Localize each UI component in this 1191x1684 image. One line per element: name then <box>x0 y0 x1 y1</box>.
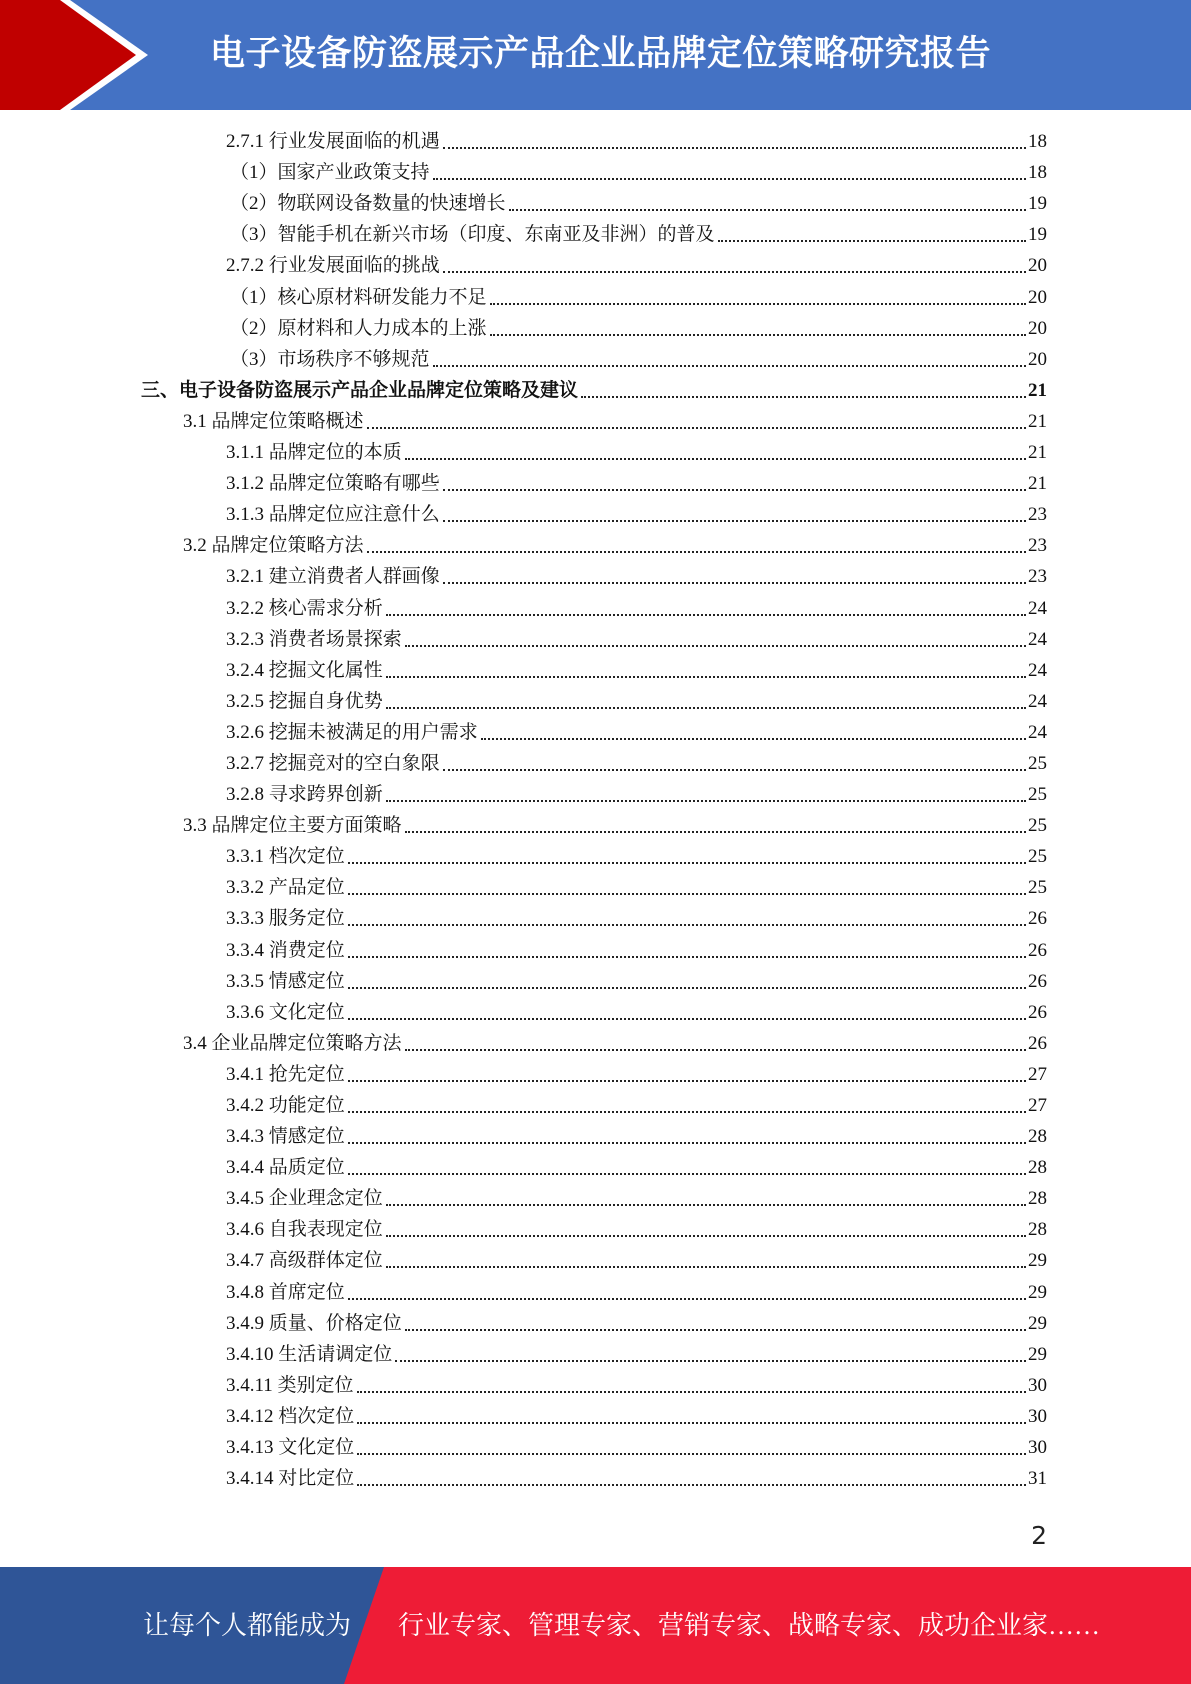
toc-entry-title: 3.2 品牌定位策略方法 <box>183 535 364 557</box>
toc-entry-title: 3.4.12 档次定位 <box>226 1405 355 1427</box>
toc-entry-page: 20 <box>1028 286 1047 308</box>
toc-entry-page: 30 <box>1028 1437 1047 1459</box>
header-band <box>0 0 1191 110</box>
toc-entry[interactable] <box>226 842 1047 873</box>
toc-entry[interactable] <box>230 158 1047 189</box>
toc-leader-dots <box>443 147 1026 149</box>
toc-entry-title: 3.4.6 自我表现定位 <box>226 1219 383 1241</box>
toc-entry-title: 3.2.4 挖掘文化属性 <box>226 659 383 681</box>
toc-entry-title: 3.2.7 挖掘竞对的空白象限 <box>226 752 440 774</box>
toc-leader-dots <box>348 1142 1026 1144</box>
toc-leader-dots <box>443 520 1026 522</box>
toc-entry-title: 3.1 品牌定位策略概述 <box>183 410 364 432</box>
toc-leader-dots <box>405 1329 1026 1331</box>
document-title: 电子设备防盗展示产品企业品牌定位策略研究报告 <box>210 34 992 74</box>
toc-leader-dots <box>348 1111 1026 1113</box>
toc-entry[interactable] <box>226 873 1047 904</box>
toc-entry-page: 31 <box>1028 1468 1047 1490</box>
toc-entry-title: 3.4 企业品牌定位策略方法 <box>183 1032 402 1054</box>
toc-entry-title: 3.2.3 消费者场景探索 <box>226 628 402 650</box>
toc-entry[interactable] <box>226 625 1047 656</box>
toc-entry-page: 28 <box>1028 1157 1047 1179</box>
toc-entry-title: 3.1.2 品牌定位策略有哪些 <box>226 473 440 495</box>
toc-entry[interactable] <box>230 189 1047 220</box>
toc-entry-title: 3.3.6 文化定位 <box>226 1001 345 1023</box>
toc-entry-page: 20 <box>1028 255 1047 277</box>
toc-entry-title: 3.4.4 品质定位 <box>226 1157 345 1179</box>
toc-entry-page: 18 <box>1028 162 1047 184</box>
toc-leader-dots <box>357 1453 1026 1455</box>
toc-entry[interactable] <box>230 282 1047 313</box>
toc-entry-page: 23 <box>1028 504 1047 526</box>
toc-entry-title: （1）核心原材料研发能力不足 <box>230 286 487 308</box>
toc-entry[interactable] <box>226 998 1047 1029</box>
toc-entry-title: 2.7.1 行业发展面临的机遇 <box>226 131 440 153</box>
toc-entry-title: 3.4.11 类别定位 <box>226 1374 354 1396</box>
toc-entry-page: 29 <box>1028 1250 1047 1272</box>
toc-entry-title: 2.7.2 行业发展面临的挑战 <box>226 255 440 277</box>
toc-entry-title: 3.3 品牌定位主要方面策略 <box>183 815 402 837</box>
footer-slogan-right: 行业专家、管理专家、营销专家、战略专家、成功企业家…… <box>398 1611 1101 1640</box>
toc-entry-page: 24 <box>1028 597 1047 619</box>
toc-entry[interactable] <box>141 376 1047 407</box>
toc-entry[interactable] <box>226 780 1047 811</box>
toc-entry[interactable] <box>226 1309 1047 1340</box>
toc-entry-page: 19 <box>1028 193 1047 215</box>
toc-entry[interactable] <box>226 1371 1047 1402</box>
toc-leader-dots <box>386 707 1026 709</box>
toc-entry-title: 3.4.7 高级群体定位 <box>226 1250 383 1272</box>
toc-entry-page: 29 <box>1028 1312 1047 1334</box>
toc-entry[interactable] <box>183 407 1047 438</box>
toc-entry-page: 25 <box>1028 752 1047 774</box>
toc-entry[interactable] <box>226 749 1047 780</box>
toc-entry[interactable] <box>226 1246 1047 1277</box>
toc-entry[interactable] <box>226 1464 1047 1495</box>
toc-entry-title: 3.4.9 质量、价格定位 <box>226 1312 402 1334</box>
toc-entry-title: 3.4.8 首席定位 <box>226 1281 345 1303</box>
toc-entry[interactable] <box>226 718 1047 749</box>
toc-entry-page: 25 <box>1028 877 1047 899</box>
toc-leader-dots <box>718 240 1026 242</box>
toc-entry-title: （3）智能手机在新兴市场（印度、东南亚及非洲）的普及 <box>230 224 715 246</box>
toc-leader-dots <box>490 334 1026 336</box>
toc-leader-dots <box>443 489 1026 491</box>
toc-entry[interactable] <box>226 127 1047 158</box>
toc-entry-page: 30 <box>1028 1405 1047 1427</box>
toc-leader-dots <box>367 551 1026 553</box>
toc-entry-page: 24 <box>1028 628 1047 650</box>
toc-entry-page: 30 <box>1028 1374 1047 1396</box>
toc-leader-dots <box>433 365 1026 367</box>
toc-entry-title: 3.4.14 对比定位 <box>226 1468 355 1490</box>
toc-leader-dots <box>348 893 1026 895</box>
toc-entry-title: 3.4.1 抢先定位 <box>226 1063 345 1085</box>
toc-entry-page: 26 <box>1028 939 1047 961</box>
toc-entry[interactable] <box>226 1215 1047 1246</box>
toc-leader-dots <box>395 1360 1026 1362</box>
toc-leader-dots <box>348 987 1026 989</box>
toc-entry-title: 3.3.1 档次定位 <box>226 846 345 868</box>
toc-entry[interactable] <box>226 967 1047 998</box>
toc-leader-dots <box>386 1235 1026 1237</box>
toc-entry[interactable] <box>226 1277 1047 1308</box>
toc-leader-dots <box>357 1391 1026 1393</box>
toc-leader-dots <box>509 209 1026 211</box>
toc-leader-dots <box>386 800 1026 802</box>
toc-entry-page: 24 <box>1028 690 1047 712</box>
toc-entry-page: 20 <box>1028 348 1047 370</box>
toc-entry-page: 25 <box>1028 815 1047 837</box>
toc-leader-dots <box>443 582 1026 584</box>
toc-entry[interactable] <box>226 1340 1047 1371</box>
toc-entry-title: 3.3.2 产品定位 <box>226 877 345 899</box>
toc-leader-dots <box>405 645 1026 647</box>
toc-entry-title: 3.4.2 功能定位 <box>226 1095 345 1116</box>
toc-leader-dots <box>348 1018 1026 1020</box>
toc-leader-dots <box>386 1204 1026 1206</box>
toc-entry-page: 26 <box>1028 908 1047 930</box>
toc-entry-page: 18 <box>1028 131 1047 153</box>
toc-leader-dots <box>357 1422 1026 1424</box>
toc-entry[interactable] <box>226 687 1047 718</box>
toc-leader-dots <box>481 738 1026 740</box>
header-chevron-decoration <box>0 0 160 110</box>
toc-entry-title: （1）国家产业政策支持 <box>230 162 430 184</box>
toc-entry[interactable] <box>226 438 1047 469</box>
toc-entry[interactable] <box>226 1153 1047 1184</box>
toc-entry-page: 27 <box>1028 1063 1047 1085</box>
toc-entry[interactable] <box>226 593 1047 624</box>
toc-entry-title: （2）原材料和人力成本的上涨 <box>230 317 487 339</box>
toc-entry-page: 26 <box>1028 1032 1047 1054</box>
toc-leader-dots <box>386 1266 1026 1268</box>
toc-entry[interactable] <box>183 811 1047 842</box>
toc-entry-page: 20 <box>1028 317 1047 339</box>
toc-entry-page: 21 <box>1028 379 1047 401</box>
toc-entry-page: 19 <box>1028 224 1047 246</box>
toc-entry[interactable] <box>183 1029 1047 1060</box>
toc-entry-page: 28 <box>1028 1188 1047 1210</box>
toc-leader-dots <box>405 458 1026 460</box>
toc-entry-page: 21 <box>1028 442 1047 464</box>
toc-entry-page: 26 <box>1028 1001 1047 1023</box>
toc-entry-title: 3.1.1 品牌定位的本质 <box>226 442 402 464</box>
toc-entry[interactable] <box>230 220 1047 251</box>
toc-entry-page: 26 <box>1028 970 1047 992</box>
toc-entry-page: 21 <box>1028 410 1047 432</box>
toc-entry-title: 3.2.8 寻求跨界创新 <box>226 784 383 806</box>
toc-entry[interactable] <box>226 656 1047 687</box>
toc-entry-title: 3.3.3 服务定位 <box>226 908 345 930</box>
toc-entry[interactable] <box>226 1402 1047 1433</box>
toc-entry[interactable] <box>226 251 1047 282</box>
toc-entry-title: 3.4.3 情感定位 <box>226 1126 345 1148</box>
toc-leader-dots <box>443 271 1026 273</box>
toc-entry-title: 3.4.5 企业理念定位 <box>226 1188 383 1210</box>
toc-entry-title: 3.4.10 生活请调定位 <box>226 1343 393 1365</box>
toc-leader-dots <box>386 676 1026 678</box>
toc-entry[interactable] <box>226 562 1047 593</box>
toc-leader-dots <box>581 396 1026 398</box>
toc-entry-title: （2）物联网设备数量的快速增长 <box>230 193 506 215</box>
toc-entry-page: 28 <box>1028 1219 1047 1241</box>
toc-entry[interactable] <box>230 314 1047 345</box>
footer-band <box>0 1567 1191 1684</box>
toc-entry-page: 21 <box>1028 473 1047 495</box>
toc-entry[interactable] <box>226 1091 1047 1122</box>
toc-entry-page: 29 <box>1028 1281 1047 1303</box>
toc-entry-page: 24 <box>1028 721 1047 743</box>
toc-entry-page: 27 <box>1028 1095 1047 1116</box>
toc-leader-dots <box>348 1298 1026 1300</box>
toc-entry-title: 3.2.2 核心需求分析 <box>226 597 383 619</box>
toc-entry-page: 23 <box>1028 566 1047 588</box>
toc-leader-dots <box>348 956 1026 958</box>
toc-entry[interactable] <box>226 935 1047 966</box>
toc-entry-title: 三、电子设备防盗展示产品企业品牌定位策略及建议 <box>141 379 579 401</box>
toc-entry[interactable] <box>226 1122 1047 1153</box>
toc-leader-dots <box>386 614 1026 616</box>
toc-entry[interactable] <box>226 500 1047 531</box>
toc-entry[interactable] <box>226 904 1047 935</box>
toc-leader-dots <box>348 862 1026 864</box>
toc-leader-dots <box>348 1173 1026 1175</box>
toc-leader-dots <box>405 831 1026 833</box>
toc-leader-dots <box>357 1484 1026 1486</box>
toc-entry-page: 29 <box>1028 1343 1047 1365</box>
toc-entry-page: 24 <box>1028 659 1047 681</box>
footer-slogan-left: 让每个人都能成为 <box>143 1611 352 1640</box>
toc-leader-dots <box>490 303 1026 305</box>
toc-entry-page: 28 <box>1028 1126 1047 1148</box>
toc-entry-title: 3.4.13 文化定位 <box>226 1437 355 1459</box>
toc-leader-dots <box>348 924 1026 926</box>
toc-leader-dots <box>405 1049 1026 1051</box>
toc-entry-title: 3.3.4 消费定位 <box>226 939 345 961</box>
toc-entry[interactable] <box>226 1184 1047 1215</box>
toc-entry-title: （3）市场秩序不够规范 <box>230 348 430 370</box>
toc-entry-title: 3.2.6 挖掘未被满足的用户需求 <box>226 721 478 743</box>
toc-entry-title: 3.3.5 情感定位 <box>226 970 345 992</box>
toc-entry-page: 25 <box>1028 784 1047 806</box>
page-number: 2 <box>1031 1521 1047 1550</box>
toc-entry-page: 23 <box>1028 535 1047 557</box>
toc-entry[interactable] <box>226 1433 1047 1464</box>
table-of-contents <box>0 127 1191 1495</box>
toc-leader-dots <box>443 769 1026 771</box>
toc-entry-title: 3.2.1 建立消费者人群画像 <box>226 566 440 588</box>
toc-entry-title: 3.1.3 品牌定位应注意什么 <box>226 504 440 526</box>
toc-entry[interactable] <box>226 469 1047 500</box>
toc-entry[interactable] <box>226 1060 1047 1091</box>
toc-leader-dots <box>367 427 1026 429</box>
toc-entry-title: 3.2.5 挖掘自身优势 <box>226 690 383 712</box>
toc-entry[interactable] <box>230 345 1047 376</box>
toc-leader-dots <box>433 178 1026 180</box>
toc-leader-dots <box>348 1080 1026 1082</box>
toc-entry[interactable] <box>183 531 1047 562</box>
toc-entry-page: 25 <box>1028 846 1047 868</box>
